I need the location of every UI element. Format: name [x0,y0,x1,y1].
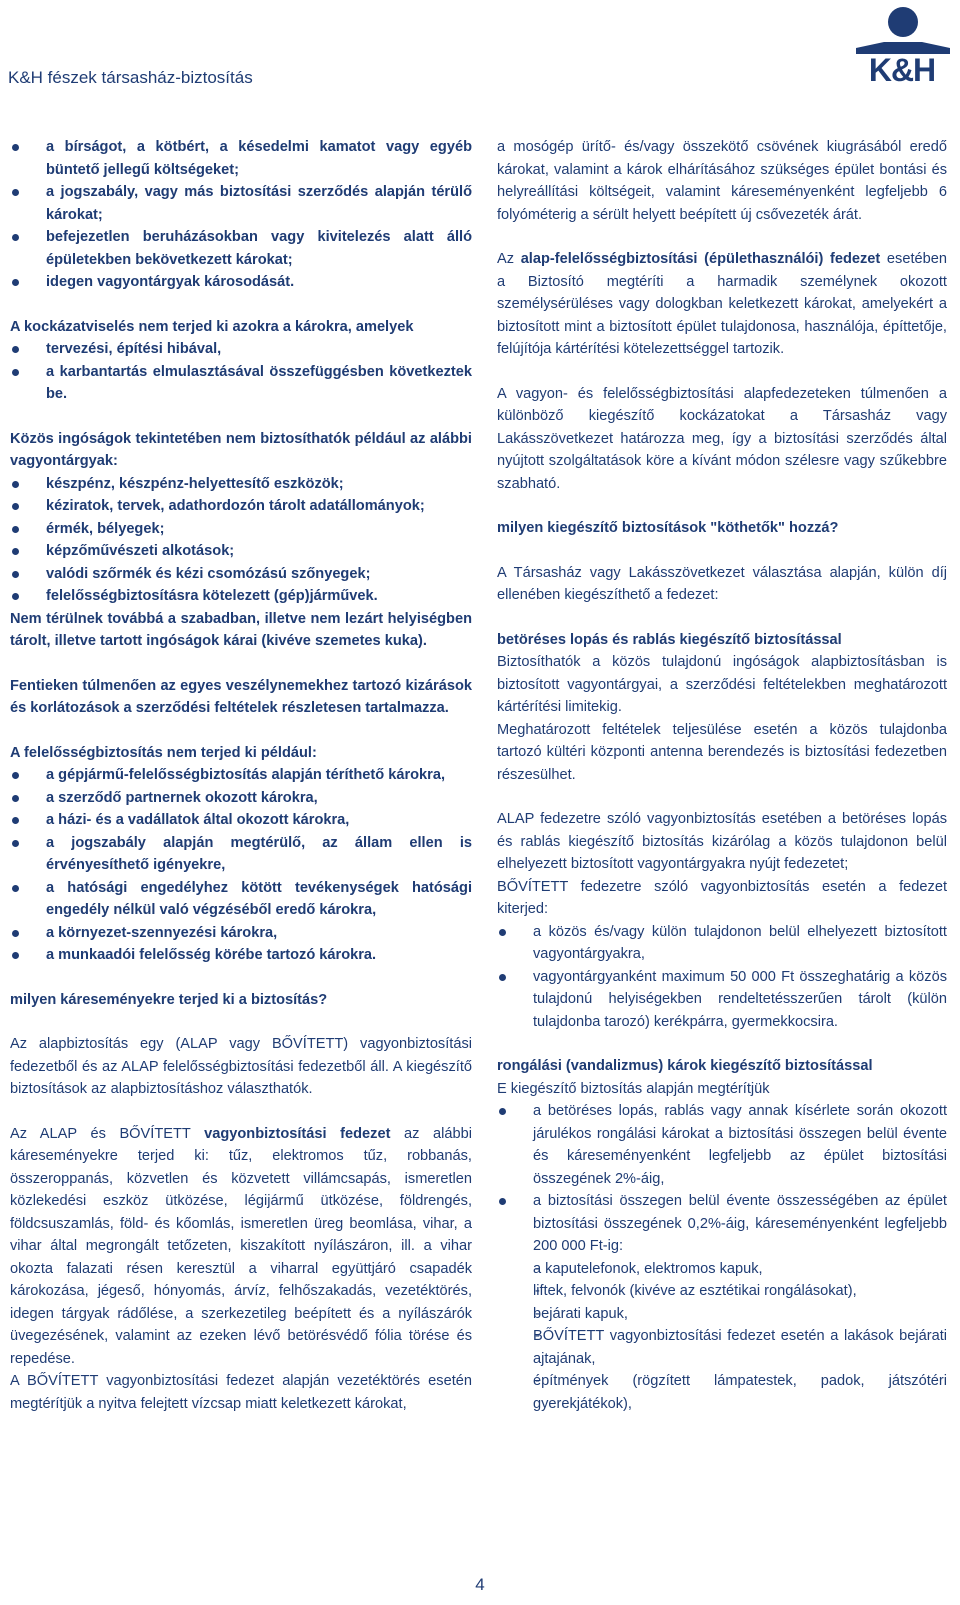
list-item: a betöréses lopás, rablás vagy annak kísérlete során okozott járulékos rongálási károkat a biztosítási összegen belül évente és káreseményenként legfeljebb az épület biztosítási összegének 2%-áig, [497,1100,947,1190]
liability-exclusion-list [10,764,472,967]
paragraph: Az alapbiztosítás egy (ALAP vagy BŐVÍTETT) vagyonbiztosítási fedezetből és az ALAP felelősségbiztosítási fedezetből áll. A kiegészítő biztosítások az alapbiztosításhoz választhatók. [10,1036,472,1097]
paragraph: A felelősségbiztosítás nem terjed ki például: [10,744,317,761]
paragraph: Az alap-felelősségbiztosítási (épülethasználói) fedezet esetében a Biztosító megtéríti a harmadik személynek okozott személysérüléses vagy dologkban keletkezett károkat, amelyekért a biztosított mint a biztosított épület tulajdonosa, használója, építtetője, felújítója kártérítési kötelezettséggel tartozik. [497,251,947,357]
list-item: - a kaputelefonok, elektromos kapuk, [497,1258,947,1281]
paragraph: Meghatározott feltételek teljesülése esetén a közös tulajdonba tartozó kültéri központi antenna berendezés is biztosítási fedezetben részesülhet. [497,721,947,783]
vandalism-dash-list [497,1258,947,1416]
paragraph: Az ALAP és BŐVÍTETT vagyonbiztosítási fedezet az alábbi káreseményekre terjed ki: tűz, elektromos tűz, robbanás, összeroppanás, közvetlen és közvetett villámcsapás, ismeretlen közlekedési eszköz ütközése, légijármű ütközése, földrengés, földcsuszamlás, föld- és kőomlás, ismeretlen üreg beomlása, vihar, a vihar által megrongált tetőzeten, kiszakított nyílászáron, ill. a vihar okozta falazati résen keresztül a viharral együttjáró csapadék károkozása, jégeső, hónyomás, árvíz, felhőszakadás, vezetéktörés, idegen tárgyak rádőlése, a szerkezetileg beépített és a nyílászárók üvegezésének, valamint az ezeken lévő betörésvédő fólia törése és repedése. [10,1125,472,1367]
list-item: a környezet-szennyezési károkra, [10,922,472,945]
document-header-title: K&H fészek társasház-biztosítás [8,68,253,87]
kh-logo-icon [850,4,954,54]
list-item: a gépjármű-felelősségbiztosítás alapján téríthető károkra, [10,764,472,787]
excluded-items-list [10,473,472,608]
list-item: a közös és/vagy külön tulajdonon belül elhelyezett biztosított vagyontárgyakra, [497,921,947,966]
list-item: a munkaadói felelősség körébe tartozó károkra. [10,944,472,967]
left-column [10,136,472,1415]
list-item: képzőművészeti alkotások; [10,540,472,563]
paragraph: BŐVÍTETT fedezetre szóló vagyonbiztosítás esetén a fedezet kiterjed: [497,878,947,917]
list-item: - BŐVÍTETT vagyonbiztosítási fedezet esetén a lakások bejárati ajtajának, [497,1325,947,1370]
right-column [497,136,947,1415]
paragraph: E kiegészítő biztosítás alapján megtérítjük [497,1080,770,1097]
exclusion-list-2 [10,338,472,406]
paragraph: ALAP fedezetre szóló vagyonbiztosítás esetében a betöréses lopás és rablás kiegészítő biztosítás kizárólag a közös tulajdonon belül elhelyezett biztosított vagyontárgyakra nyújt fedezetet; [497,811,947,872]
paragraph: a mosógép ürítő- és/vagy összekötő csövének kiugrásából eredő károkat, valamint a károk elhárításához szükséges épület bontási és helyreállítási költségeit, valamint káreseményenként legfeljebb 6 folyóméterig a sérült helyett beépített új csővezeték árát. [497,139,947,223]
extended-coverage-list [497,921,947,1034]
list-item: a karbantartás elmulasztásával összefüggésben következtek be. [10,361,472,406]
list-item: idegen vagyontárgyak károsodását. [10,271,472,294]
list-item: a házi- és a vadállatok által okozott károkra, [10,809,472,832]
subsection-heading: betöréses lopás és rablás kiegészítő biztosítással [497,631,842,648]
list-item: készpénz, készpénz-helyettesítő eszközök; [10,473,472,496]
list-item: kéziratok, tervek, adathordozón tárolt adatállományok; [10,495,472,518]
section-heading: milyen káreseményekre terjed ki a biztosítás? [10,991,328,1008]
paragraph: Fentieken túlmenően az egyes veszélynemekhez tartozó kizárások és korlátozások a szerződési feltételek részletesen tartalmazza. [10,677,472,716]
list-item: a hatósági engedélyhez kötött tevékenységek hatósági engedély nélkül való végzéséből eredő károkra, [10,877,472,922]
vandalism-list [497,1100,947,1258]
list-item: felelősségbiztosításra kötelezett (gép)járművek. [10,585,472,608]
list-item: - liftek, felvonók (kivéve az esztétikai rongálásokat), [497,1280,947,1303]
paragraph: A vagyon- és felelősségbiztosítási alapfedezeteken túlmenően a különböző kiegészítő kockázatokat a Társasház vagy Lakásszövetkezet határozza meg, így a biztosítási szerződés által nyújtott szolgáltatások köre a kívánt módon szélesre vagy szűkebbre szabható. [497,385,947,492]
list-item: a biztosítási összegen belül évente összességében az épület biztosítási összegének 0,2%-áig, káreseményenként legfeljebb 200 000 Ft-ig: [497,1190,947,1258]
paragraph: A Társasház vagy Lakásszövetkezet választása alapján, külön díj ellenében kiegészíthető a fedezet: [497,564,947,603]
list-item: - építmények (rögzített lámpatestek, padok, játszótéri gyerekjátékok), [497,1370,947,1415]
paragraph: Nem térülnek továbbá a szabadban, illetve nem lezárt helyiségben tárolt, illetve tartott ingóságok kárai (kivéve szemetes kuka). [10,610,472,649]
list-item: a jogszabály alapján megtérülő, az állam ellen is érvényesíthető igényekre, [10,832,472,877]
list-item: tervezési, építési hibával, [10,338,472,361]
list-item: - bejárati kapuk, [497,1303,947,1326]
paragraph: A kockázatviselés nem terjed ki azokra a károkra, amelyek [10,318,414,335]
subsection-heading: rongálási (vandalizmus) károk kiegészítő biztosítással [497,1058,873,1074]
paragraph: Biztosíthatók a közös tulajdonú ingóságok alapbiztosításban is biztosított vagyontárgyai, a szerződési feltételekben meghatározott kártérítési limitekig. [497,654,947,715]
paragraph: Közös ingóságok tekintetében nem biztosíthatók például az alábbi vagyontárgyak: [10,430,472,469]
list-item: érmék, bélyegek; [10,518,472,541]
list-item: a bírságot, a kötbért, a késedelmi kamatot vagy egyéb büntető jellegű költségeket; [10,136,472,181]
list-item: vagyontárgyanként maximum 50 000 Ft összeghatárig a közös tulajdonú helyiségekben rendeltetésszerűen tárolt (külön tulajdonba tarozó) kerékpárra, gyermekkocsira. [497,966,947,1034]
list-item: befejezetlen beruházásokban vagy kivitelezés alatt álló épületekben bekövetkezett károkat; [10,226,472,271]
list-item: a jogszabály, vagy más biztosítási szerződés alapján térülő károkat; [10,181,472,226]
exclusion-list-1 [10,136,472,294]
page-number: 4 [475,1575,485,1594]
kh-logo [850,4,954,88]
list-item: a szerződő partnernek okozott károkra, [10,787,472,810]
kh-logo-text: K&H [868,52,936,88]
paragraph: A BŐVÍTETT vagyonbiztosítási fedezet alapján vezetéktörés esetén megtérítjük a nyitva felejtett vízcsap miatt keletkezett károkat, [10,1373,472,1412]
section-heading: milyen kiegészítő biztosítások "köthetők" hozzá? [497,520,839,536]
list-item: valódi szőrmék és kézi csomózású szőnyegek; [10,563,472,586]
